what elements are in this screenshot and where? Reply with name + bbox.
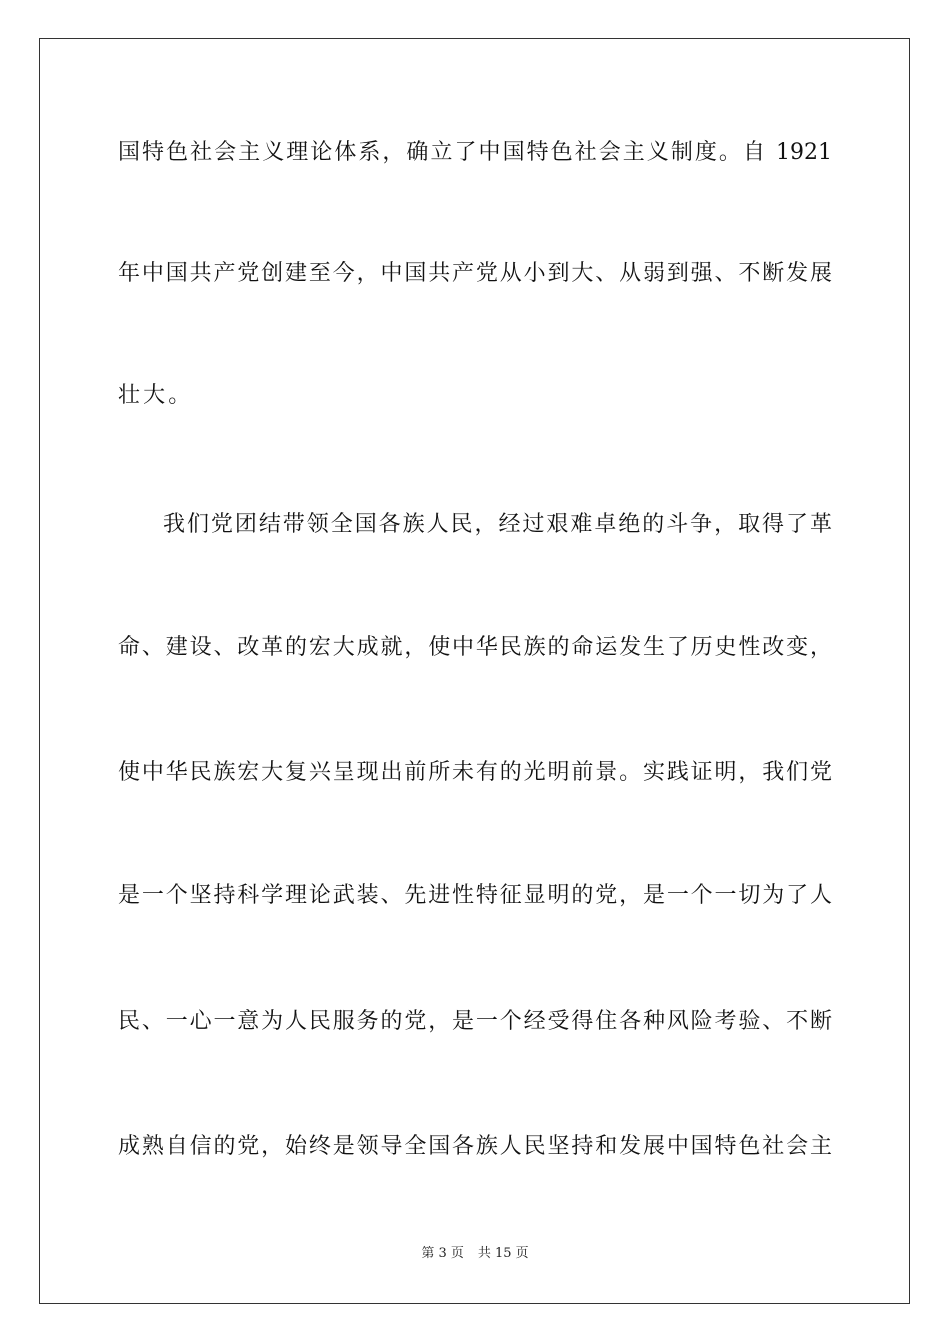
body-line-8: 民、一心一意为人民服务的党，是一个经受得住各种风险考验、不断 [118, 1009, 832, 1034]
page-frame [39, 38, 910, 1304]
body-line-4: 我们党团结带领全国各族人民，经过艰难卓绝的斗争，取得了革 [163, 512, 832, 537]
page-number: 第 3 页 [421, 1246, 464, 1261]
body-line-6: 使中华民族宏大复兴呈现出前所未有的光明前景。实践证明，我们党 [118, 760, 832, 785]
body-line-7: 是一个坚持科学理论武装、先进性特征显明的党，是一个一切为了人 [118, 883, 832, 908]
body-line-2: 年中国共产党创建至今，中国共产党从小到大、从弱到强、不断发展 [118, 261, 832, 286]
body-line-9: 成熟自信的党，始终是领导全国各族人民坚持和发展中国特色社会主 [118, 1134, 832, 1159]
body-line-1: 国特色社会主义理论体系，确立了中国特色社会主义制度。自 1921 [118, 140, 832, 165]
page-footer [0, 1245, 950, 1263]
body-line-5: 命、建设、改革的宏大成就，使中华民族的命运发生了历史性改变， [118, 635, 832, 660]
body-line-3: 壮大。 [118, 383, 194, 408]
page-total: 共 15 页 [477, 1246, 529, 1261]
